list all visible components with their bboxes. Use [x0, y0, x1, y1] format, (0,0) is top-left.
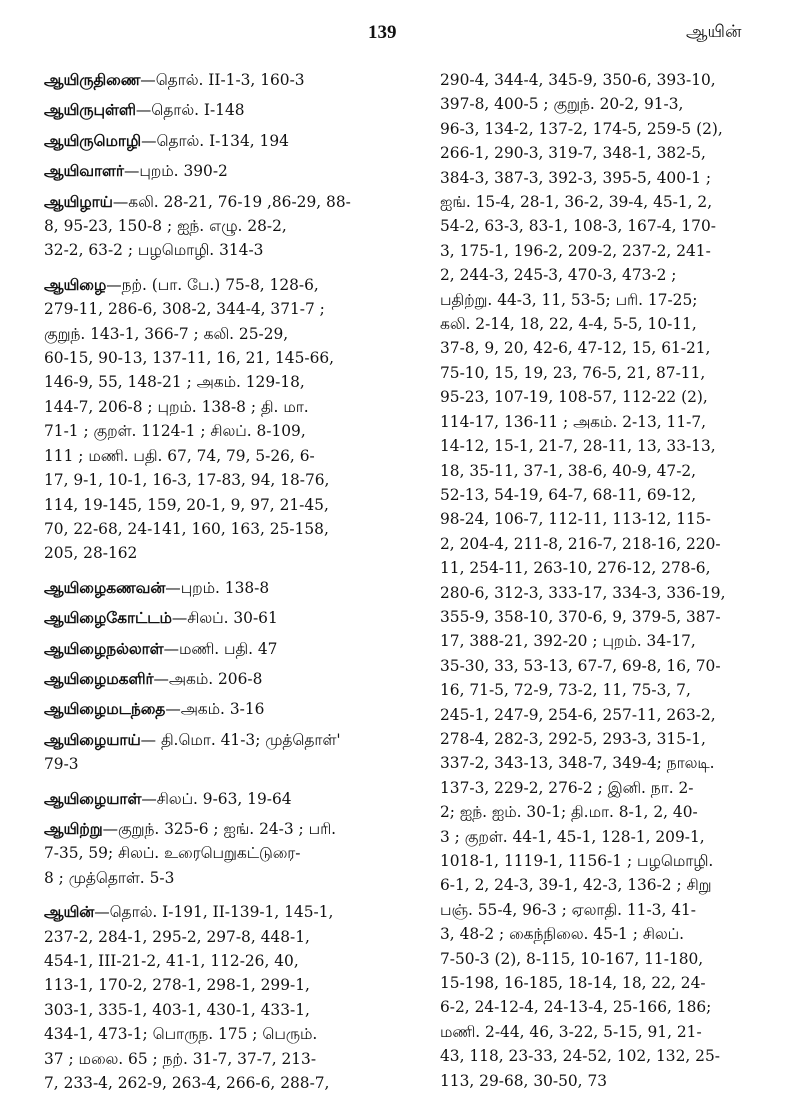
continuation-line: பஞ். 55-4, 96-3 ; ஏலாதி. 11-3, 41-: [440, 900, 697, 919]
entry-headword: ஆயிருமொழி: [44, 131, 142, 150]
entry-reference-line: 434-1, 473-1; பொருந. 175 ; பெரும்.: [44, 1025, 318, 1044]
index-entry: [44, 68, 418, 92]
continuation-line: 397-8, 400-5 ; குறுந். 20-2, 91-3,: [440, 95, 684, 114]
continuation-line: 245-1, 247-9, 254-6, 257-11, 263-2,: [440, 705, 716, 724]
continuation-line: 1018-1, 1119-1, 1156-1 ; பழமொழி.: [440, 852, 714, 870]
entry-reference-line: —நற். (பா. பே.) 75-8, 128-6,: [106, 275, 319, 294]
entry-headword: ஆயிழை: [44, 275, 107, 294]
entry-reference-line: —அகம். 206-8: [153, 669, 263, 688]
entry-headword: ஆயிற்று: [44, 819, 103, 838]
entry-reference-line: —சிலப். 30-61: [171, 609, 278, 628]
entry-reference-line: — தி.மொ. 41-3; முத்தொள்': [140, 730, 341, 749]
entry-reference-line: 7-35, 59; சிலப். உரைபெறுகட்டுரை-: [44, 844, 301, 863]
continuation-line: 52-13, 54-19, 64-7, 68-11, 69-12,: [440, 485, 697, 504]
continuation-line: 96-3, 134-2, 137-2, 174-5, 259-5 (2),: [440, 119, 723, 138]
continuation-line: மணி. 2-44, 46, 3-22, 5-15, 91, 21-: [440, 1022, 702, 1041]
index-entry: [44, 728, 418, 777]
index-entry: [44, 637, 418, 661]
entry-headword: ஆயிழைநல்லாள்: [44, 639, 164, 658]
continuation-line: 6-2, 24-12-4, 24-13-4, 25-166, 186;: [440, 998, 712, 1017]
entry-reference-line: 71-1 ; குறள். 1124-1 ; சிலப். 8-109,: [44, 422, 306, 441]
continuation-line: 17, 388-21, 392-20 ; புறம். 34-17,: [440, 632, 696, 651]
continuation-line: 3, 48-2 ; கைந்நிலை. 45-1 ; சிலப்.: [440, 925, 684, 944]
entry-reference-line: 114, 19-145, 159, 20-1, 9, 97, 21-45,: [44, 495, 329, 514]
entry-reference-line: 37 ; மலை. 65 ; நற். 31-7, 37-7, 213-: [44, 1049, 317, 1068]
continuation-line: 280-6, 312-3, 333-17, 334-3, 336-19,: [440, 583, 726, 602]
continuation-line: 2; ஐந். ஐம். 30-1; தி.மா. 8-1, 2, 40-: [440, 803, 698, 822]
continuation-line: 337-2, 343-13, 348-7, 349-4; நாலடி.: [440, 754, 715, 773]
entry-headword: ஆயிழாய்: [44, 192, 113, 211]
continuation-line: 278-4, 282-3, 292-5, 293-3, 315-1,: [440, 729, 706, 748]
entry-reference-line: 70, 22-68, 24-141, 160, 163, 25-158,: [44, 519, 329, 538]
entry-reference-line: 205, 28-162: [44, 544, 138, 563]
index-entry: [44, 817, 418, 890]
entry-reference-line: 111 ; மணி. பதி. 67, 74, 79, 5-26, 6-: [44, 446, 315, 465]
entry-reference-line: 279-11, 286-6, 308-2, 344-4, 371-7 ;: [44, 300, 325, 319]
continuation-line: 95-23, 107-19, 108-57, 112-22 (2),: [440, 388, 708, 407]
page-number: 139: [368, 22, 397, 43]
page-header: [0, 22, 800, 52]
entry-reference-line: 113-1, 170-2, 278-1, 298-1, 299-1,: [44, 976, 310, 995]
entry-reference-line: —தொல். I-191, II-139-1, 145-1,: [94, 903, 334, 922]
continuation-line: 137-3, 229-2, 276-2 ; இனி. நா. 2-: [440, 778, 694, 797]
entry-reference-line: 237-2, 284-1, 295-2, 297-8, 448-1,: [44, 927, 310, 946]
continuation-line: 290-4, 344-4, 345-9, 350-6, 393-10,: [440, 71, 716, 89]
index-entry: [44, 576, 418, 600]
continuation-line: 14-12, 15-1, 21-7, 28-11, 13, 33-13,: [440, 437, 716, 456]
continuation-line: 11, 254-11, 263-10, 276-12, 278-6,: [440, 559, 711, 578]
index-entry: [44, 697, 418, 721]
entry-reference-line: —சிலப். 9-63, 19-64: [141, 789, 292, 808]
continuation-line: 266-1, 290-3, 319-7, 348-1, 382-5,: [440, 144, 706, 163]
entry-reference-line: 17, 9-1, 10-1, 16-3, 17-83, 94, 18-76,: [44, 471, 330, 490]
continuation-line: 113, 29-68, 30-50, 73: [440, 1071, 608, 1090]
entry-reference-line: 303-1, 335-1, 403-1, 430-1, 433-1,: [44, 1000, 310, 1019]
entry-reference-line: —அகம். 3-16: [165, 700, 265, 719]
index-entry: [44, 273, 418, 566]
continuation-line: ஐங். 15-4, 28-1, 36-2, 39-4, 45-1, 2,: [440, 193, 713, 212]
entry-reference-line: —தொல். I-134, 194: [141, 131, 289, 150]
entry-reference-line: 32-2, 63-2 ; பழமொழி. 314-3: [44, 241, 264, 260]
entry-reference-line: —தொல். II-1-3, 160-3: [140, 71, 305, 89]
left-column: [44, 68, 418, 1105]
entry-headword: ஆயிவாளர்: [44, 162, 124, 181]
index-entry: [44, 787, 418, 811]
entry-headword: ஆயிழைகோட்டம்: [44, 609, 172, 628]
continuation-line: 114-17, 136-11 ; அகம். 2-13, 11-7,: [440, 412, 707, 431]
index-entry: [44, 190, 418, 263]
entry-reference-line: 144-7, 206-8 ; புறம். 138-8 ; தி. மா.: [44, 397, 309, 416]
continuation-line: 3 ; குறள். 44-1, 45-1, 128-1, 209-1,: [440, 827, 705, 846]
continuation-line: கலி. 2-14, 18, 22, 4-4, 5-5, 10-11,: [440, 315, 697, 334]
entry-headword: ஆயின்: [44, 903, 95, 922]
index-entry: [44, 159, 418, 183]
entry-reference-line: 8, 95-23, 150-8 ; ஐந். எழு. 28-2,: [44, 217, 287, 236]
entry-reference-line: 60-15, 90-13, 137-11, 16, 21, 145-66,: [44, 349, 335, 368]
entry-reference-line: 79-3: [44, 755, 79, 774]
continuation-line: 7-50-3 (2), 8-115, 10-167, 11-180,: [440, 949, 704, 968]
entry-headword: ஆயிருபுள்ளி: [44, 101, 136, 120]
entry-headword: ஆயிழைமடந்தை: [44, 700, 166, 719]
entry-headword: ஆயிழைகணவன்: [44, 578, 166, 597]
entry-reference-line: 8 ; முத்தொள். 5-3: [44, 868, 175, 887]
continuation-line: பதிற்று. 44-3, 11, 53-5; பரி. 17-25;: [440, 290, 698, 309]
continuation-line: 98-24, 106-7, 112-11, 113-12, 115-: [440, 510, 711, 529]
entry-headword: ஆயிழையாள்: [44, 789, 142, 808]
entry-reference-line: —குறுந். 325-6 ; ஐங். 24-3 ; பரி.: [102, 819, 337, 838]
continuation-line: 16, 71-5, 72-9, 73-2, 11, 75-3, 7,: [440, 681, 691, 700]
entry-reference-line: —புறம். 390-2: [123, 162, 228, 181]
continuation-line: 3, 175-1, 196-2, 209-2, 237-2, 241-: [440, 241, 711, 260]
continuation-line: 384-3, 387-3, 392-3, 395-5, 400-1 ;: [440, 168, 712, 187]
entry-reference-line: 7, 233-4, 262-9, 263-4, 266-6, 288-7,: [44, 1074, 330, 1093]
entry-reference-line: 454-1, III-21-2, 41-1, 112-26, 40,: [44, 952, 299, 970]
entry-reference-line: 146-9, 55, 148-21 ; அகம். 129-18,: [44, 373, 305, 392]
running-head: ஆயின்: [686, 22, 742, 42]
index-entry: [44, 129, 418, 153]
index-entry: [44, 98, 418, 122]
continuation-line: 35-30, 33, 53-13, 67-7, 69-8, 16, 70-: [440, 656, 721, 675]
entry-headword: ஆயிழைமகளிர்: [44, 669, 154, 688]
right-column: [440, 68, 770, 1093]
entry-reference-line: குறுந். 143-1, 366-7 ; கலி. 25-29,: [44, 324, 289, 343]
continuation-line: 2, 244-3, 245-3, 470-3, 473-2 ;: [440, 266, 677, 285]
continuation-line: 43, 118, 23-33, 24-52, 102, 132, 25-: [440, 1047, 720, 1066]
continuation-line: 2, 204-4, 211-8, 216-7, 218-16, 220-: [440, 534, 721, 553]
index-entry: [44, 667, 418, 691]
continuation-line: 18, 35-11, 37-1, 38-6, 40-9, 47-2,: [440, 461, 697, 480]
continuation-line: 6-1, 2, 24-3, 39-1, 42-3, 136-2 ; சிறு: [440, 876, 712, 895]
entry-reference-line: —தொல். I-148: [135, 101, 245, 120]
continuation-line: 15-198, 16-185, 18-14, 18, 22, 24-: [440, 974, 706, 993]
continuation-line: 37-8, 9, 20, 42-6, 47-12, 15, 61-21,: [440, 339, 711, 358]
entry-headword: ஆயிருதிணை: [44, 71, 141, 89]
entry-reference-line: —மணி. பதி. 47: [163, 639, 278, 658]
entry-headword: ஆயிழையாய்: [44, 730, 141, 749]
index-entry: [44, 606, 418, 630]
continuation-line: 54-2, 63-3, 83-1, 108-3, 167-4, 170-: [440, 217, 716, 236]
index-entry: [44, 900, 418, 1095]
entry-reference-line: —கலி. 28-21, 76-19 ,86-29, 88-: [112, 192, 351, 211]
continuation-line: 75-10, 15, 19, 23, 76-5, 21, 87-11,: [440, 363, 706, 382]
continuation-line: 355-9, 358-10, 370-6, 9, 379-5, 387-: [440, 607, 721, 626]
entry-reference-line: —புறம். 138-8: [165, 578, 270, 597]
